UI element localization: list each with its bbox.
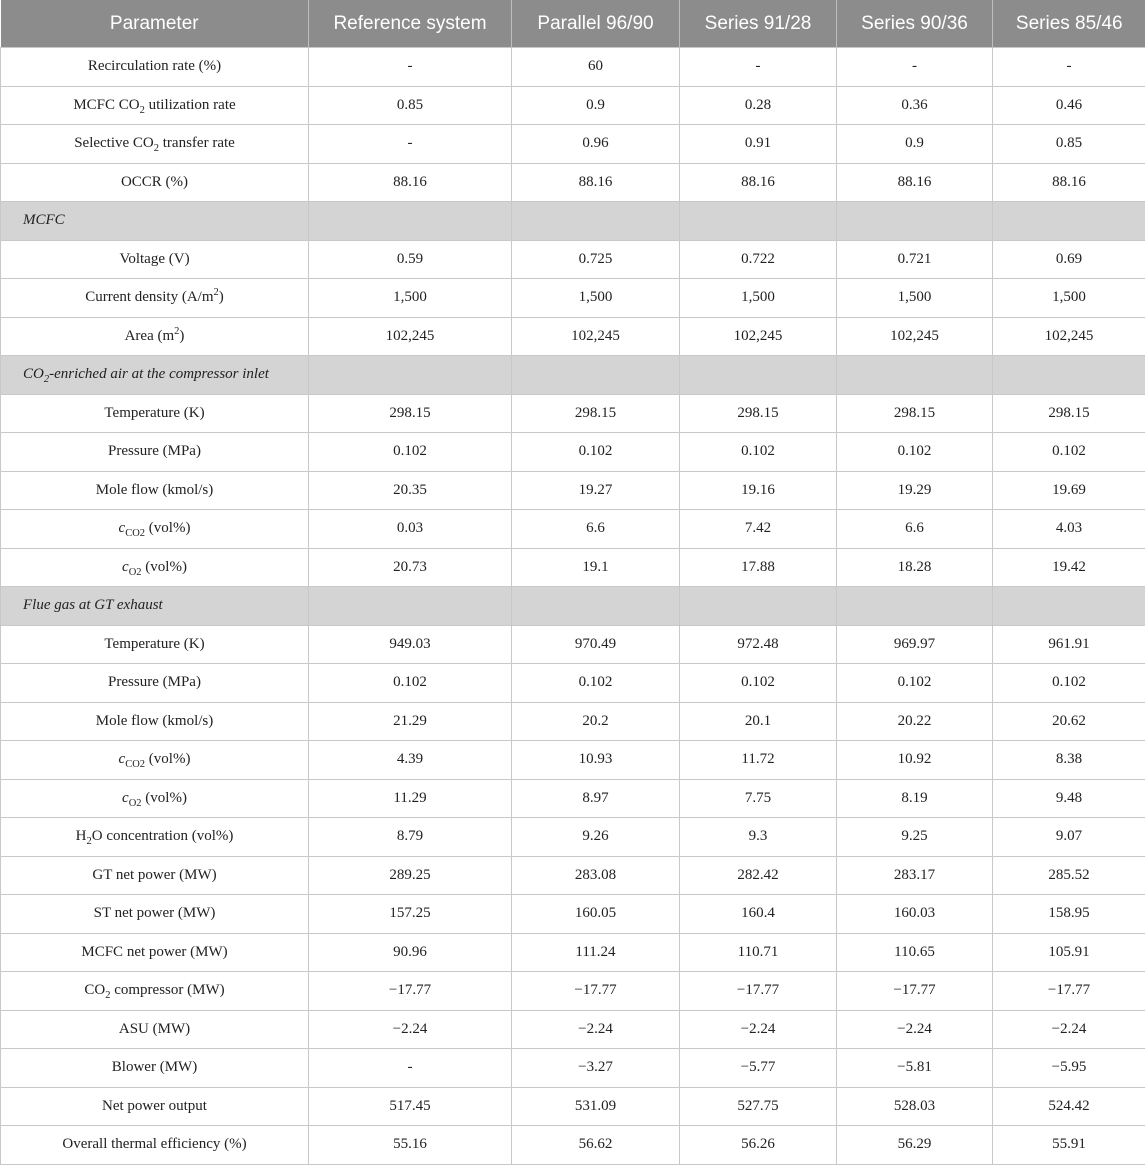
parameter-label: Area $(m^2)$ [1, 317, 309, 356]
value-cell: 88.16 [512, 163, 680, 202]
column-header-series-91-28: Series 91/28 [680, 0, 837, 48]
value-cell: 105.91 [993, 933, 1145, 972]
value-cell: 1,500 [309, 279, 512, 318]
parameter-label: $CO_2$ compressor (MW) [1, 972, 309, 1011]
table-row [1, 510, 1145, 549]
table-row [1, 933, 1145, 972]
value-cell: 528.03 [837, 1087, 993, 1126]
value-cell: 0.102 [993, 664, 1145, 703]
parameter-label: ASU (MW) [1, 1010, 309, 1049]
value-cell: 102,245 [993, 317, 1145, 356]
value-cell: 110.65 [837, 933, 993, 972]
table-row [1, 86, 1145, 125]
value-cell: 289.25 [309, 856, 512, 895]
value-cell: 111.24 [512, 933, 680, 972]
table-row [1, 394, 1145, 433]
table-row [1, 1010, 1145, 1049]
value-cell: 19.42 [993, 548, 1145, 587]
value-cell: 0.91 [680, 125, 837, 164]
value-cell: 0.102 [993, 433, 1145, 472]
value-cell: 88.16 [309, 163, 512, 202]
value-cell: 0.722 [680, 240, 837, 279]
value-cell: 0.59 [309, 240, 512, 279]
value-cell: 19.29 [837, 471, 993, 510]
table-row [1, 548, 1145, 587]
section-empty-cell [993, 356, 1145, 395]
value-cell: 20.73 [309, 548, 512, 587]
section-label: $CO_2$-enriched air at the compressor inlet [1, 356, 309, 395]
value-cell: 7.75 [680, 779, 837, 818]
section-empty-cell [837, 587, 993, 626]
parameter-label: ST net power (MW) [1, 895, 309, 934]
section-empty-cell [512, 356, 680, 395]
table-row [1, 664, 1145, 703]
value-cell: −5.81 [837, 1049, 993, 1088]
table-row [1, 433, 1145, 472]
value-cell: 961.91 [993, 625, 1145, 664]
section-header-row [1, 587, 1145, 626]
value-cell: 102,245 [837, 317, 993, 356]
value-cell: 160.03 [837, 895, 993, 934]
table-row [1, 818, 1145, 857]
section-label: MCFC [1, 202, 309, 241]
value-cell: 160.05 [512, 895, 680, 934]
section-empty-cell [993, 202, 1145, 241]
parameter-label: Mole flow (kmol/s) [1, 471, 309, 510]
parameter-label: $c_{O2}$ (vol%) [1, 779, 309, 818]
section-empty-cell [680, 356, 837, 395]
value-cell: −17.77 [309, 972, 512, 1011]
table-row [1, 1049, 1145, 1088]
value-cell: 9.26 [512, 818, 680, 857]
value-cell: 0.9 [837, 125, 993, 164]
value-cell: 298.15 [993, 394, 1145, 433]
value-cell: 0.725 [512, 240, 680, 279]
section-empty-cell [512, 202, 680, 241]
value-cell: 56.62 [512, 1126, 680, 1165]
table-row [1, 163, 1145, 202]
parameter-label: Selective $CO_2$ transfer rate [1, 125, 309, 164]
value-cell: 9.25 [837, 818, 993, 857]
value-cell: 283.08 [512, 856, 680, 895]
value-cell: 20.22 [837, 702, 993, 741]
value-cell: 298.15 [309, 394, 512, 433]
value-cell: 20.1 [680, 702, 837, 741]
value-cell: −2.24 [309, 1010, 512, 1049]
value-cell: 298.15 [680, 394, 837, 433]
value-cell: 0.9 [512, 86, 680, 125]
parameter-label: Pressure (MPa) [1, 433, 309, 472]
value-cell: 0.721 [837, 240, 993, 279]
parameter-label: $c_{O2}$ (vol%) [1, 548, 309, 587]
section-empty-cell [309, 202, 512, 241]
value-cell: −2.24 [680, 1010, 837, 1049]
value-cell: −2.24 [993, 1010, 1145, 1049]
value-cell: 283.17 [837, 856, 993, 895]
value-cell: 298.15 [512, 394, 680, 433]
section-empty-cell [309, 356, 512, 395]
value-cell: 970.49 [512, 625, 680, 664]
value-cell: 18.28 [837, 548, 993, 587]
parameter-label: Overall thermal efficiency (%) [1, 1126, 309, 1165]
value-cell: 1,500 [837, 279, 993, 318]
value-cell: 517.45 [309, 1087, 512, 1126]
value-cell: - [309, 1049, 512, 1088]
section-label: Flue gas at GT exhaust [1, 587, 309, 626]
value-cell: −3.27 [512, 1049, 680, 1088]
table-row [1, 741, 1145, 780]
value-cell: 285.52 [993, 856, 1145, 895]
parameter-label: Net power output [1, 1087, 309, 1126]
value-cell: 9.3 [680, 818, 837, 857]
section-empty-cell [309, 587, 512, 626]
table-header-row [1, 0, 1145, 48]
value-cell: 0.102 [837, 664, 993, 703]
value-cell: 11.72 [680, 741, 837, 780]
value-cell: 0.102 [680, 664, 837, 703]
value-cell: 1,500 [512, 279, 680, 318]
table-row [1, 972, 1145, 1011]
value-cell: 17.88 [680, 548, 837, 587]
value-cell: 282.42 [680, 856, 837, 895]
value-cell: 531.09 [512, 1087, 680, 1126]
value-cell: 9.48 [993, 779, 1145, 818]
value-cell: 298.15 [837, 394, 993, 433]
value-cell: 8.38 [993, 741, 1145, 780]
value-cell: 88.16 [837, 163, 993, 202]
value-cell: 90.96 [309, 933, 512, 972]
column-header-series-90-36: Series 90/36 [837, 0, 993, 48]
parameter-label: Mole flow (kmol/s) [1, 702, 309, 741]
table-row [1, 895, 1145, 934]
value-cell: 19.1 [512, 548, 680, 587]
value-cell: 1,500 [993, 279, 1145, 318]
value-cell: 0.85 [309, 86, 512, 125]
value-cell: 102,245 [309, 317, 512, 356]
value-cell: 524.42 [993, 1087, 1145, 1126]
value-cell: 0.36 [837, 86, 993, 125]
value-cell: 0.28 [680, 86, 837, 125]
section-empty-cell [837, 202, 993, 241]
column-header-reference-system: Reference system [309, 0, 512, 48]
table-row [1, 856, 1145, 895]
value-cell: −17.77 [837, 972, 993, 1011]
table-row [1, 471, 1145, 510]
value-cell: 972.48 [680, 625, 837, 664]
value-cell: 0.102 [512, 433, 680, 472]
table-row [1, 125, 1145, 164]
value-cell: 0.102 [309, 664, 512, 703]
value-cell: −17.77 [512, 972, 680, 1011]
value-cell: - [993, 48, 1145, 87]
parameter-label: Voltage (V) [1, 240, 309, 279]
value-cell: 6.6 [837, 510, 993, 549]
value-cell: 21.29 [309, 702, 512, 741]
section-empty-cell [993, 587, 1145, 626]
parameter-label: $H_2O$ concentration (vol%) [1, 818, 309, 857]
table-body [1, 48, 1145, 1165]
value-cell: 20.35 [309, 471, 512, 510]
value-cell: 0.69 [993, 240, 1145, 279]
value-cell: 88.16 [993, 163, 1145, 202]
value-cell: 102,245 [512, 317, 680, 356]
value-cell: 9.07 [993, 818, 1145, 857]
value-cell: 4.39 [309, 741, 512, 780]
value-cell: 20.62 [993, 702, 1145, 741]
table-row [1, 240, 1145, 279]
value-cell: −5.95 [993, 1049, 1145, 1088]
value-cell: 527.75 [680, 1087, 837, 1126]
value-cell: 0.102 [512, 664, 680, 703]
table-row [1, 779, 1145, 818]
value-cell: 8.97 [512, 779, 680, 818]
table-row [1, 48, 1145, 87]
table-row [1, 1087, 1145, 1126]
value-cell: 19.69 [993, 471, 1145, 510]
table-row [1, 279, 1145, 318]
value-cell: −17.77 [680, 972, 837, 1011]
table-row [1, 317, 1145, 356]
value-cell: 0.03 [309, 510, 512, 549]
section-header-row [1, 202, 1145, 241]
parameter-label: $c_{CO2}$ (vol%) [1, 741, 309, 780]
value-cell: 55.91 [993, 1126, 1145, 1165]
value-cell: −2.24 [837, 1010, 993, 1049]
column-header-series-85-46: Series 85/46 [993, 0, 1145, 48]
value-cell: 157.25 [309, 895, 512, 934]
parameter-label: Temperature (K) [1, 625, 309, 664]
parameter-label: Pressure (MPa) [1, 664, 309, 703]
section-empty-cell [837, 356, 993, 395]
value-cell: 1,500 [680, 279, 837, 318]
parameter-label: GT net power (MW) [1, 856, 309, 895]
value-cell: - [309, 125, 512, 164]
value-cell: - [680, 48, 837, 87]
value-cell: 158.95 [993, 895, 1145, 934]
section-empty-cell [680, 587, 837, 626]
value-cell: 102,245 [680, 317, 837, 356]
value-cell: 55.16 [309, 1126, 512, 1165]
value-cell: 20.2 [512, 702, 680, 741]
value-cell: 10.93 [512, 741, 680, 780]
section-empty-cell [512, 587, 680, 626]
value-cell: 6.6 [512, 510, 680, 549]
value-cell: 11.29 [309, 779, 512, 818]
value-cell: 19.27 [512, 471, 680, 510]
value-cell: 8.19 [837, 779, 993, 818]
table-row [1, 625, 1145, 664]
value-cell: 56.26 [680, 1126, 837, 1165]
parameter-label: MCFC net power (MW) [1, 933, 309, 972]
value-cell: 0.102 [309, 433, 512, 472]
value-cell: 0.96 [512, 125, 680, 164]
value-cell: 160.4 [680, 895, 837, 934]
value-cell: 4.03 [993, 510, 1145, 549]
value-cell: - [837, 48, 993, 87]
value-cell: 56.29 [837, 1126, 993, 1165]
value-cell: 0.102 [680, 433, 837, 472]
column-header-parameter: Parameter [1, 0, 309, 48]
value-cell: 949.03 [309, 625, 512, 664]
parameter-label: Recirculation rate (%) [1, 48, 309, 87]
parameter-label: MCFC $CO_2$ utilization rate [1, 86, 309, 125]
value-cell: −5.77 [680, 1049, 837, 1088]
parameter-label: Current density $(A/m^2)$ [1, 279, 309, 318]
section-empty-cell [680, 202, 837, 241]
parameter-label: OCCR (%) [1, 163, 309, 202]
value-cell: −17.77 [993, 972, 1145, 1011]
value-cell: 110.71 [680, 933, 837, 972]
value-cell: 8.79 [309, 818, 512, 857]
column-header-parallel-96-90: Parallel 96/90 [512, 0, 680, 48]
value-cell: 7.42 [680, 510, 837, 549]
value-cell: 0.85 [993, 125, 1145, 164]
section-header-row [1, 356, 1145, 395]
value-cell: 19.16 [680, 471, 837, 510]
parameter-label: $c_{CO2}$ (vol%) [1, 510, 309, 549]
table-row [1, 1126, 1145, 1165]
parameter-label: Blower (MW) [1, 1049, 309, 1088]
value-cell: 60 [512, 48, 680, 87]
value-cell: - [309, 48, 512, 87]
value-cell: 969.97 [837, 625, 993, 664]
value-cell: −2.24 [512, 1010, 680, 1049]
table-row [1, 702, 1145, 741]
value-cell: 0.102 [837, 433, 993, 472]
value-cell: 88.16 [680, 163, 837, 202]
value-cell: 10.92 [837, 741, 993, 780]
parameter-label: Temperature (K) [1, 394, 309, 433]
value-cell: 0.46 [993, 86, 1145, 125]
